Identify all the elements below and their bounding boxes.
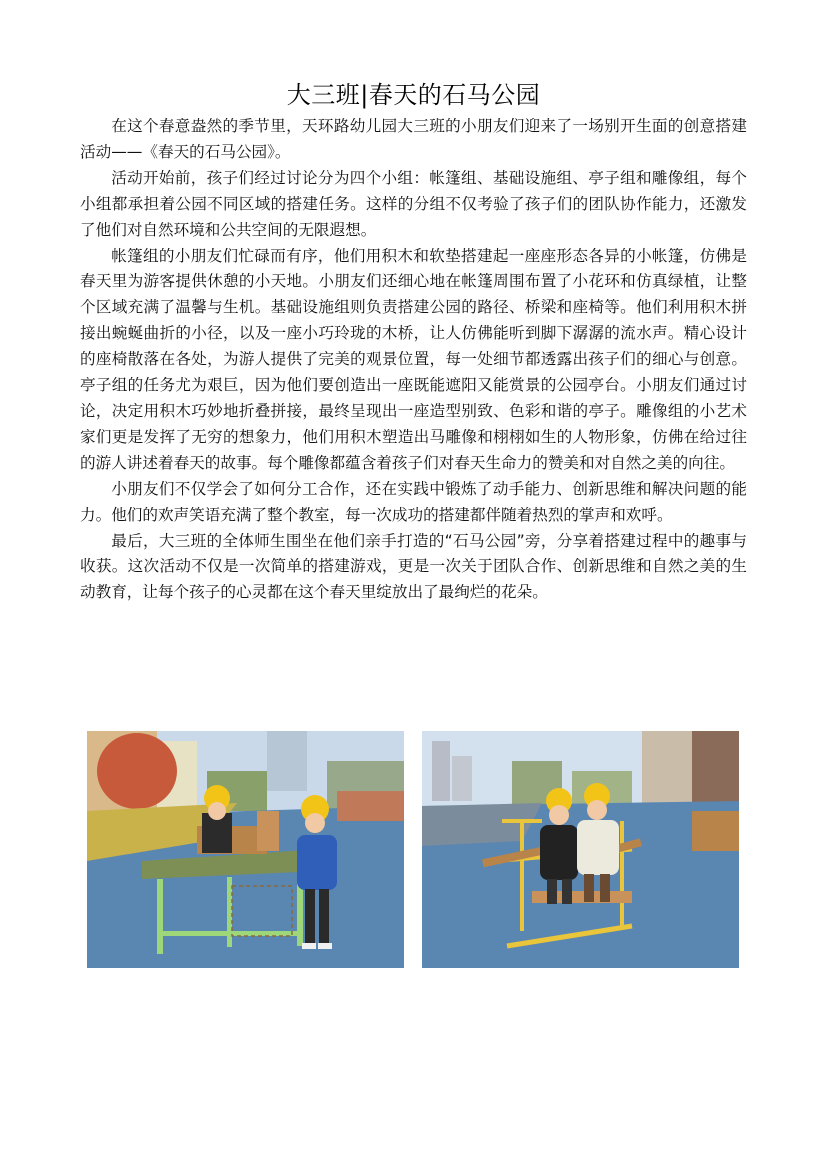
photo-left-illustration [87, 731, 404, 968]
photo-children-block-build [87, 731, 404, 968]
paragraph-conclusion: 最后，大三班的全体师生围坐在他们亲手打造的“石马公园”旁，分享着搭建过程中的趣事与收获。这次活动不仅是一次简单的搭建游戏，更是一次关于团队合作、创新思维和自然之美的生动教育，让每个孩子的心灵都在这个春天里绽放出了最绚烂的花朵。 [80, 531, 747, 602]
photo-children-swing-build [422, 731, 739, 968]
paragraph-skills: 小朋友们不仅学会了如何分工合作，还在实践中锻炼了动手能力、创新思维和解决问题的能力。他们的欢声笑语充满了整个教室，每一次成功的搭建都伴随着热烈的掌声和欢呼。 [80, 479, 747, 524]
article-title: 大三班|春天的石马公园 [286, 81, 541, 109]
paragraph-groups: 活动开始前，孩子们经过讨论分为四个小组：帐篷组、基础设施组、亭子组和雕像组，每个小组都承担着公园不同区域的搭建任务。这样的分组不仅考验了孩子们的团队协作能力，还激发了他们对自然环境和公共空间的无限遐想。 [80, 168, 747, 239]
article-body [80, 114, 747, 606]
paragraph-activities: 帐篷组的小朋友们忙碌而有序，他们用积木和软垫搭建起一座座形态各异的小帐篷，仿佛是春天里为游客提供休憩的小天地。小朋友们还细心地在帐篷周围布置了小花环和仿真绿植，让整个区域充满了温馨与生机。基础设施组则负责搭建公园的路径、桥梁和座椅等。他们利用积木拼接出蜿蜒曲折的小径，以及一座小巧玲珑的木桥，让人仿佛能听到脚下潺潺的流水声。精心设计的座椅散落在各处，为游人提供了完美的观景位置，每一处细节都透露出孩子们的细心与创意。亭子组的任务尤为艰巨，因为他们要创造出一座既能遮阳又能赏景的公园亭台。小朋友们通过讨论，决定用积木巧妙地折叠拼接，最终呈现出一座造型别致、色彩和谐的亭子。雕像组的小艺术家们更是发挥了无穷的想象力，他们用积木塑造出马雕像和栩栩如生的人物形象，仿佛在给过往的游人讲述着春天的故事。每个雕像都蕴含着孩子们对春天生命力的赞美和对自然之美的向往。 [80, 246, 747, 472]
paragraph-intro: 在这个春意盎然的季节里，天环路幼儿园大三班的小朋友们迎来了一场别开生面的创意搭建活动——《春天的石马公园》。 [80, 117, 747, 161]
photo-right-illustration [422, 731, 739, 968]
